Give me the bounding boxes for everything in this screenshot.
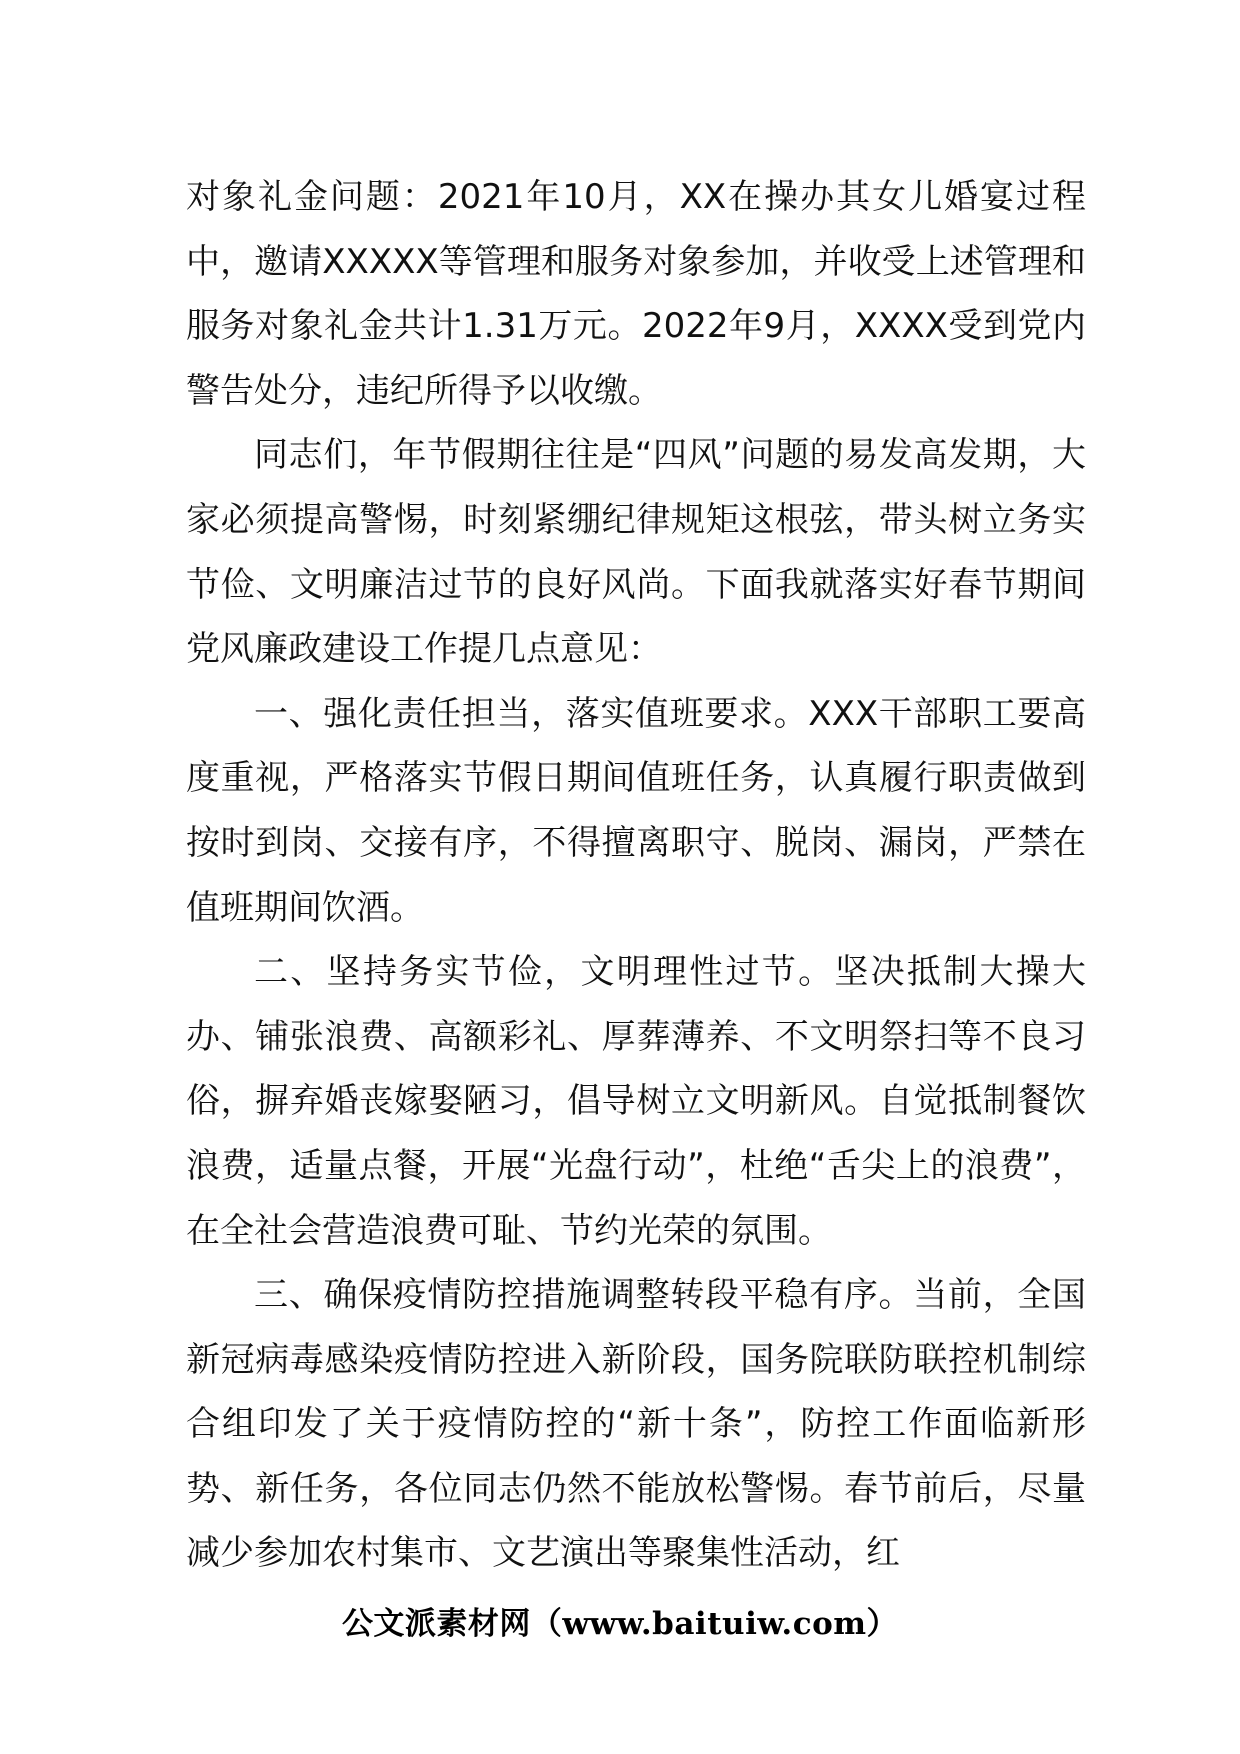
paragraph-continued-case: 对象礼金问题：2021年10月，XX在操办其女儿婚宴过程中，邀请XXXXX等管理和服务对象参加，并收受上述管理和服务对象礼金共计1.31万元。2022年9月，XXXX受到党内警告处分，违纪所得予以收缴。 xyxy=(186,177,1086,411)
paragraph-point-two: 二、坚持务实节俭，文明理性过节。坚决抵制大操大办、铺张浪费、高额彩礼、厚葬薄养、不文明祭扫等不良习俗，摒弃婚丧嫁娶陋习，倡导树立文明新风。自觉抵制餐饮浪费，适量点餐，开展“光盘行动”，杜绝“舌尖上的浪费”，在全社会营造浪费可耻、节约光荣的氛围。 xyxy=(186,952,1086,1251)
paragraph-address-comrades: 同志们，年节假期往往是“四风”问题的易发高发期，大家必须提高警惕，时刻紧绷纪律规矩这根弦，带头树立务实节俭、文明廉洁过节的良好风尚。下面我就落实好春节期间党风廉政建设工作提几点意见： xyxy=(186,435,1086,670)
document-body xyxy=(186,165,1086,1586)
paragraph-point-one: 一、强化责任担当，落实值班要求。XXX干部职工要高度重视，严格落实节假日期间值班任务，认真履行职责做到按时到岗、交接有序，不得擅离职守、脱岗、漏岗，严禁在值班期间饮酒。 xyxy=(186,693,1086,928)
footer-watermark: 公文派素材网（www.baituiw.com） xyxy=(341,1606,899,1642)
paragraph-point-three: 三、确保疫情防控措施调整转段平稳有序。当前，全国新冠病毒感染疫情防控进入新阶段，国务院联防联控机制综合组印发了关于疫情防控的“新十条”，防控工作面临新形势、新任务，各位同志仍然不能放松警惕。春节前后，尽量减少参加农村集市、文艺演出等聚集性活动，红 xyxy=(186,1275,1086,1574)
